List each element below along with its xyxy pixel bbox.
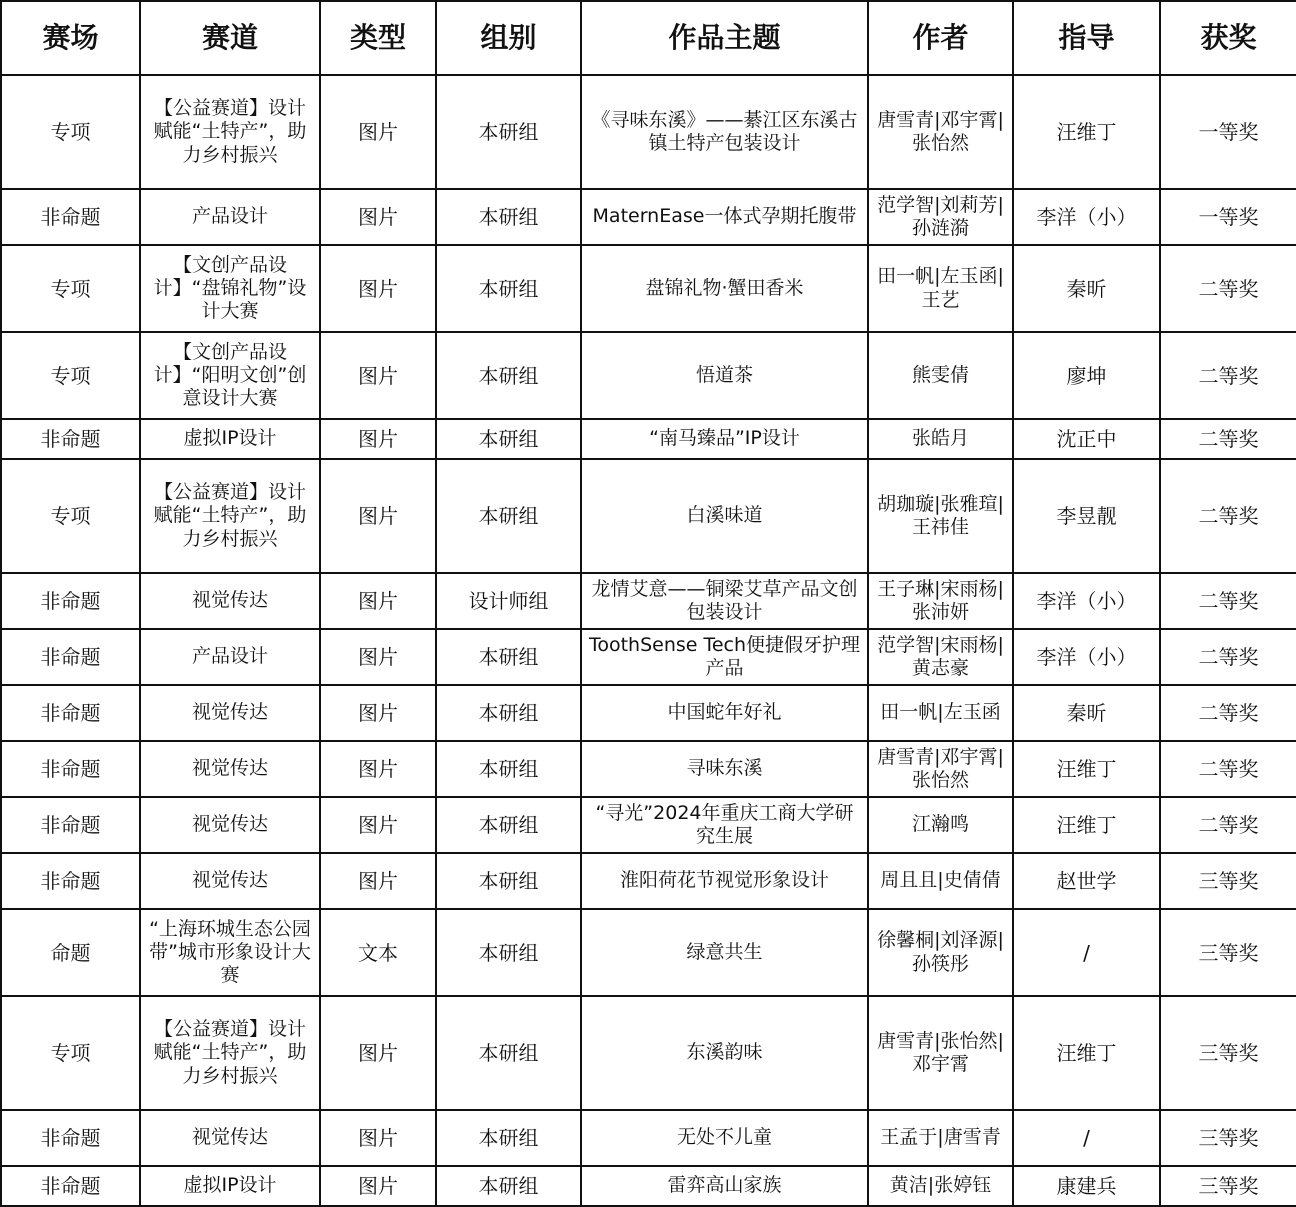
cell-work-title: ToothSense Tech便捷假牙护理产品 [581, 629, 868, 685]
cell-author: 王子琳|宋雨杨|张沛妍 [868, 573, 1013, 629]
cell-track: 虚拟IP设计 [140, 1166, 320, 1206]
cell-competition: 非命题 [1, 685, 140, 741]
cell-work-title: 绿意共生 [581, 909, 868, 996]
cell-track: 视觉传达 [140, 685, 320, 741]
cell-type: 图片 [320, 853, 436, 909]
cell-type: 图片 [320, 332, 436, 419]
table-row [1, 797, 1296, 853]
cell-advisor: 康建兵 [1013, 1166, 1160, 1206]
cell-advisor: 秦昕 [1013, 685, 1160, 741]
cell-work-title: MaternEase一体式孕期托腹带 [581, 189, 868, 245]
cell-work-title: 盘锦礼物·蟹田香米 [581, 245, 868, 332]
table-row [1, 685, 1296, 741]
cell-group: 本研组 [436, 245, 581, 332]
cell-author: 唐雪青|张怡然|邓宇霄 [868, 996, 1013, 1110]
cell-track: 产品设计 [140, 629, 320, 685]
cell-advisor: 汪维丁 [1013, 996, 1160, 1110]
table-row [1, 332, 1296, 419]
header-advisor: 指导 [1013, 1, 1160, 75]
cell-work-title: 无处不儿童 [581, 1110, 868, 1166]
cell-group: 本研组 [436, 419, 581, 459]
cell-competition: 命题 [1, 909, 140, 996]
cell-advisor: 赵世学 [1013, 853, 1160, 909]
cell-competition: 专项 [1, 332, 140, 419]
cell-work-title: “寻光”2024年重庆工商大学研究生展 [581, 797, 868, 853]
cell-advisor: 秦昕 [1013, 245, 1160, 332]
cell-type: 图片 [320, 629, 436, 685]
cell-award: 一等奖 [1160, 189, 1296, 245]
cell-type: 图片 [320, 1166, 436, 1206]
cell-author: 张皓月 [868, 419, 1013, 459]
cell-award: 三等奖 [1160, 1110, 1296, 1166]
cell-competition: 非命题 [1, 1110, 140, 1166]
header-track: 赛道 [140, 1, 320, 75]
cell-work-title: 寻味东溪 [581, 741, 868, 797]
cell-type: 图片 [320, 189, 436, 245]
cell-award: 三等奖 [1160, 1166, 1296, 1206]
cell-author: 熊雯倩 [868, 332, 1013, 419]
cell-work-title: “南马臻品”IP设计 [581, 419, 868, 459]
cell-track: 视觉传达 [140, 853, 320, 909]
cell-type: 图片 [320, 75, 436, 189]
cell-group: 本研组 [436, 1166, 581, 1206]
cell-author: 黄洁|张婷钰 [868, 1166, 1013, 1206]
cell-author: 徐馨桐|刘泽源|孙筷彤 [868, 909, 1013, 996]
cell-type: 图片 [320, 741, 436, 797]
cell-competition: 专项 [1, 459, 140, 573]
cell-work-title: 中国蛇年好礼 [581, 685, 868, 741]
table-row [1, 853, 1296, 909]
cell-author: 江瀚鸣 [868, 797, 1013, 853]
cell-competition: 专项 [1, 996, 140, 1110]
cell-competition: 非命题 [1, 853, 140, 909]
cell-group: 本研组 [436, 685, 581, 741]
cell-track: 【公益赛道】设计赋能“土特产”，助力乡村振兴 [140, 459, 320, 573]
cell-type: 图片 [320, 419, 436, 459]
cell-advisor: / [1013, 909, 1160, 996]
cell-advisor: 汪维丁 [1013, 797, 1160, 853]
header-type: 类型 [320, 1, 436, 75]
cell-group: 本研组 [436, 1110, 581, 1166]
cell-competition: 非命题 [1, 741, 140, 797]
header-group: 组别 [436, 1, 581, 75]
cell-author: 唐雪青|邓宇霄|张怡然 [868, 741, 1013, 797]
table-row [1, 741, 1296, 797]
cell-type: 图片 [320, 797, 436, 853]
cell-track: 视觉传达 [140, 1110, 320, 1166]
cell-work-title: 东溪韵味 [581, 996, 868, 1110]
cell-award: 一等奖 [1160, 75, 1296, 189]
cell-advisor: 沈正中 [1013, 419, 1160, 459]
cell-award: 二等奖 [1160, 685, 1296, 741]
cell-type: 图片 [320, 1110, 436, 1166]
cell-type: 图片 [320, 459, 436, 573]
cell-author: 周且且|史倩倩 [868, 853, 1013, 909]
table-row [1, 419, 1296, 459]
table-row [1, 189, 1296, 245]
cell-award: 二等奖 [1160, 245, 1296, 332]
cell-type: 图片 [320, 685, 436, 741]
cell-advisor: 汪维丁 [1013, 741, 1160, 797]
cell-group: 设计师组 [436, 573, 581, 629]
cell-competition: 专项 [1, 75, 140, 189]
cell-group: 本研组 [436, 909, 581, 996]
table-row [1, 629, 1296, 685]
cell-track: 虚拟IP设计 [140, 419, 320, 459]
cell-track: 产品设计 [140, 189, 320, 245]
cell-type: 文本 [320, 909, 436, 996]
cell-type: 图片 [320, 245, 436, 332]
cell-author: 田一帆|左玉函 [868, 685, 1013, 741]
cell-competition: 非命题 [1, 189, 140, 245]
cell-award: 二等奖 [1160, 459, 1296, 573]
cell-author: 胡珈璇|张雅瑄|王祎佳 [868, 459, 1013, 573]
cell-award: 二等奖 [1160, 741, 1296, 797]
cell-award: 三等奖 [1160, 909, 1296, 996]
cell-track: 【公益赛道】设计赋能“土特产”，助力乡村振兴 [140, 75, 320, 189]
table-row [1, 459, 1296, 573]
cell-award: 二等奖 [1160, 629, 1296, 685]
header-competition: 赛场 [1, 1, 140, 75]
cell-group: 本研组 [436, 459, 581, 573]
cell-award: 二等奖 [1160, 419, 1296, 459]
cell-track: “上海环城生态公园带”城市形象设计大赛 [140, 909, 320, 996]
cell-competition: 非命题 [1, 419, 140, 459]
cell-group: 本研组 [436, 797, 581, 853]
cell-type: 图片 [320, 573, 436, 629]
table-row [1, 1110, 1296, 1166]
cell-advisor: 李昱靓 [1013, 459, 1160, 573]
cell-work-title: 淮阳荷花节视觉形象设计 [581, 853, 868, 909]
cell-group: 本研组 [436, 75, 581, 189]
cell-type: 图片 [320, 996, 436, 1110]
cell-author: 田一帆|左玉函|王艺 [868, 245, 1013, 332]
cell-competition: 非命题 [1, 797, 140, 853]
cell-track: 视觉传达 [140, 573, 320, 629]
cell-advisor: 李洋（小） [1013, 189, 1160, 245]
table-row [1, 996, 1296, 1110]
cell-track: 视觉传达 [140, 797, 320, 853]
cell-work-title: 《寻味东溪》——綦江区东溪古镇土特产包装设计 [581, 75, 868, 189]
cell-advisor: 李洋（小） [1013, 573, 1160, 629]
table-row [1, 909, 1296, 996]
cell-work-title: 悟道茶 [581, 332, 868, 419]
cell-competition: 非命题 [1, 1166, 140, 1206]
cell-author: 唐雪青|邓宇霄|张怡然 [868, 75, 1013, 189]
cell-group: 本研组 [436, 741, 581, 797]
cell-award: 三等奖 [1160, 996, 1296, 1110]
header-award: 获奖 [1160, 1, 1296, 75]
cell-advisor: 李洋（小） [1013, 629, 1160, 685]
header-row [1, 1, 1296, 75]
cell-award: 三等奖 [1160, 853, 1296, 909]
cell-advisor: / [1013, 1110, 1160, 1166]
cell-competition: 专项 [1, 245, 140, 332]
cell-competition: 非命题 [1, 629, 140, 685]
cell-advisor: 廖坤 [1013, 332, 1160, 419]
cell-award: 二等奖 [1160, 332, 1296, 419]
cell-award: 二等奖 [1160, 573, 1296, 629]
table-row [1, 1166, 1296, 1206]
header-work-title: 作品主题 [581, 1, 868, 75]
cell-award: 二等奖 [1160, 797, 1296, 853]
cell-group: 本研组 [436, 332, 581, 419]
cell-group: 本研组 [436, 189, 581, 245]
cell-work-title: 白溪味道 [581, 459, 868, 573]
cell-work-title: 龙情艾意——铜梁艾草产品文创包装设计 [581, 573, 868, 629]
cell-author: 王孟于|唐雪青 [868, 1110, 1013, 1166]
cell-competition: 非命题 [1, 573, 140, 629]
cell-group: 本研组 [436, 629, 581, 685]
cell-author: 范学智|宋雨杨|黄志豪 [868, 629, 1013, 685]
cell-track: 【文创产品设计】“阳明文创”创意设计大赛 [140, 332, 320, 419]
header-author: 作者 [868, 1, 1013, 75]
cell-group: 本研组 [436, 853, 581, 909]
cell-track: 【公益赛道】设计赋能“土特产”，助力乡村振兴 [140, 996, 320, 1110]
cell-group: 本研组 [436, 996, 581, 1110]
cell-work-title: 雷弈高山家族 [581, 1166, 868, 1206]
cell-author: 范学智|刘莉芳|孙涟漪 [868, 189, 1013, 245]
table-row [1, 245, 1296, 332]
cell-advisor: 汪维丁 [1013, 75, 1160, 189]
cell-track: 【文创产品设计】“盘锦礼物”设计大赛 [140, 245, 320, 332]
table-row [1, 75, 1296, 189]
cell-track: 视觉传达 [140, 741, 320, 797]
table-row [1, 573, 1296, 629]
